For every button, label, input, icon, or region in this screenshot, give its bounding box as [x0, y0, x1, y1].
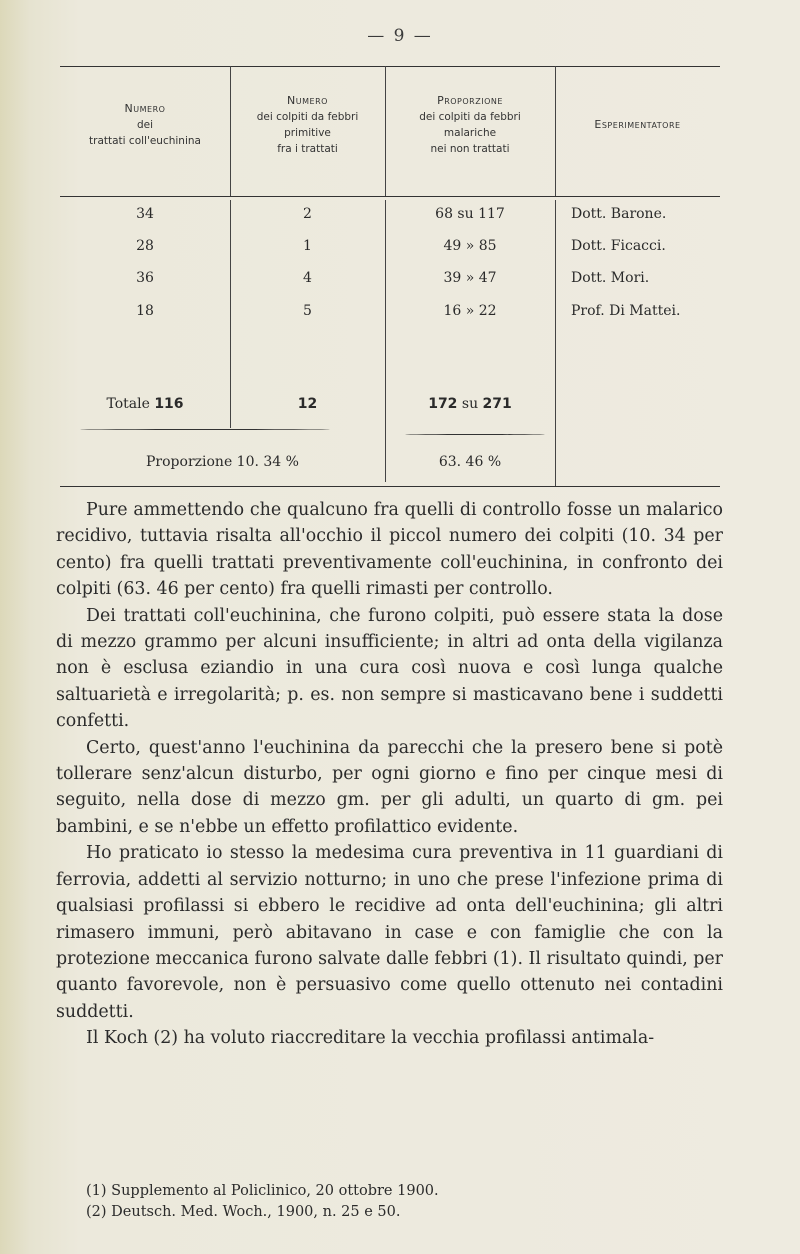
footnote: (2) Deutsch. Med. Woch., 1900, n. 25 e 50.: [86, 1204, 401, 1220]
cell-treated: 18: [136, 303, 154, 319]
cell-proportion: 16 » 22: [443, 303, 497, 319]
brace-left: [80, 429, 330, 430]
table-header-rule: [60, 196, 720, 197]
body-text: [56, 497, 723, 1052]
cell-experimenter: Dott. Ficacci.: [571, 238, 666, 254]
proportion-treated: Proporzione 10. 34 %: [146, 454, 299, 470]
totals-label: Totale: [106, 396, 150, 412]
results-table: [60, 66, 720, 486]
cell-treated: 28: [136, 238, 154, 254]
header-line: dei colpiti da febbri: [256, 111, 359, 123]
cell-experimenter: Dott. Mori.: [571, 270, 650, 286]
cell-experimenter: Dott. Barone.: [571, 206, 667, 222]
header-line: dei: [136, 119, 154, 131]
totals-affected: 12: [297, 396, 318, 412]
header-col-3: [385, 80, 555, 170]
totals-proportion: [385, 396, 555, 412]
cell-affected: 1: [303, 238, 312, 254]
header-line: Numero: [124, 102, 166, 115]
cell-experimenter: Prof. Di Mattei.: [571, 303, 681, 319]
table-bottom-rule: [60, 486, 720, 487]
header-col-1: [60, 80, 230, 170]
paragraph: Dei trattati coll'euchinina, che furono colpiti, può essere stata la dose di mezzo grammo per alcuni insufficiente; in altri ad onta della vigilanza non è esclusa eziandio in una cura così nuova e così lunga qualche saltuarietà e irregolarità; p. es. non sempre si masticavano bene i suddetti confetti.: [56, 605, 723, 732]
header-line: fra i trattati: [277, 143, 338, 155]
paragraph: Certo, quest'anno l'euchinina da parecchi che la presero bene si potè tollerare senz'alcun disturbo, per ogni giorno e fino per cinque mesi di seguito, nella dose di mezzo gm. per gli adulti, un quarto di gm. pei bambini, e se n'ebbe un effetto profilattico evidente.: [56, 737, 723, 837]
header-line: trattati coll'euchinina: [89, 135, 201, 147]
totals-treated: [60, 396, 230, 412]
cell-affected: 4: [303, 270, 312, 286]
paragraph: Pure ammettendo che qualcuno fra quelli di controllo fosse un malarico recidivo, tuttavia risalta all'occhio il piccol numero dei colpiti (10. 34 per cento) fra quelli trattati preventivamente coll'euchinina, in confronto dei colpiti (63. 46 per cento) fra quelli rimasti per controllo.: [56, 500, 723, 600]
header-line: Esperimentatore: [594, 118, 681, 131]
footnote: (1) Supplemento al Policlinico, 20 ottobre 1900.: [86, 1183, 439, 1199]
paragraph: Il Koch (2) ha voluto riaccreditare la vecchia profilassi antimala-: [86, 1028, 655, 1049]
brace-right: [405, 434, 545, 435]
proportion-untreated: 63. 46 %: [438, 454, 502, 470]
cell-proportion: 49 » 85: [443, 238, 497, 254]
cell-proportion: 39 » 47: [443, 270, 497, 286]
cell-treated: 36: [136, 270, 154, 286]
header-col-4: [555, 80, 720, 170]
header-line: nei non trattati: [430, 143, 510, 155]
cell-proportion: 68 su 117: [435, 206, 505, 222]
column-divider: [555, 200, 556, 486]
header-line: Numero: [287, 94, 328, 107]
footnotes: [56, 1181, 723, 1223]
header-line: Proporzione: [437, 94, 503, 107]
totals-untreated: 271: [482, 396, 512, 412]
header-line: dei colpiti da febbri: [419, 111, 521, 123]
header-line: malariche: [443, 127, 497, 139]
totals-treated-value: 116: [154, 396, 184, 412]
paragraph: Ho praticato io stesso la medesima cura preventiva in 11 guardiani di ferrovia, addetti al servizio notturno; in uno che prese l'infezione prima di qualsiasi profilassi si ebbero le recidive ad onta dell'euchinina; gli altri rimasero immuni, però abitavano in case e con famiglie che con la protezione meccanica furono salvate dalle febbri (1). Il risultato quindi, per quanto favorevole, non è persuasivo come quello ottenuto nei contadini suddetti.: [56, 843, 723, 1022]
header-line: primitive: [284, 127, 331, 139]
totals-su: su: [461, 396, 479, 412]
totals-untreated-affected: 172: [428, 396, 458, 412]
table-top-rule: [60, 66, 720, 67]
page-number: — 9 —: [367, 26, 433, 46]
header-col-2: [230, 80, 385, 170]
cell-affected: 2: [303, 206, 312, 222]
cell-treated: 34: [136, 206, 154, 222]
cell-affected: 5: [303, 303, 312, 319]
